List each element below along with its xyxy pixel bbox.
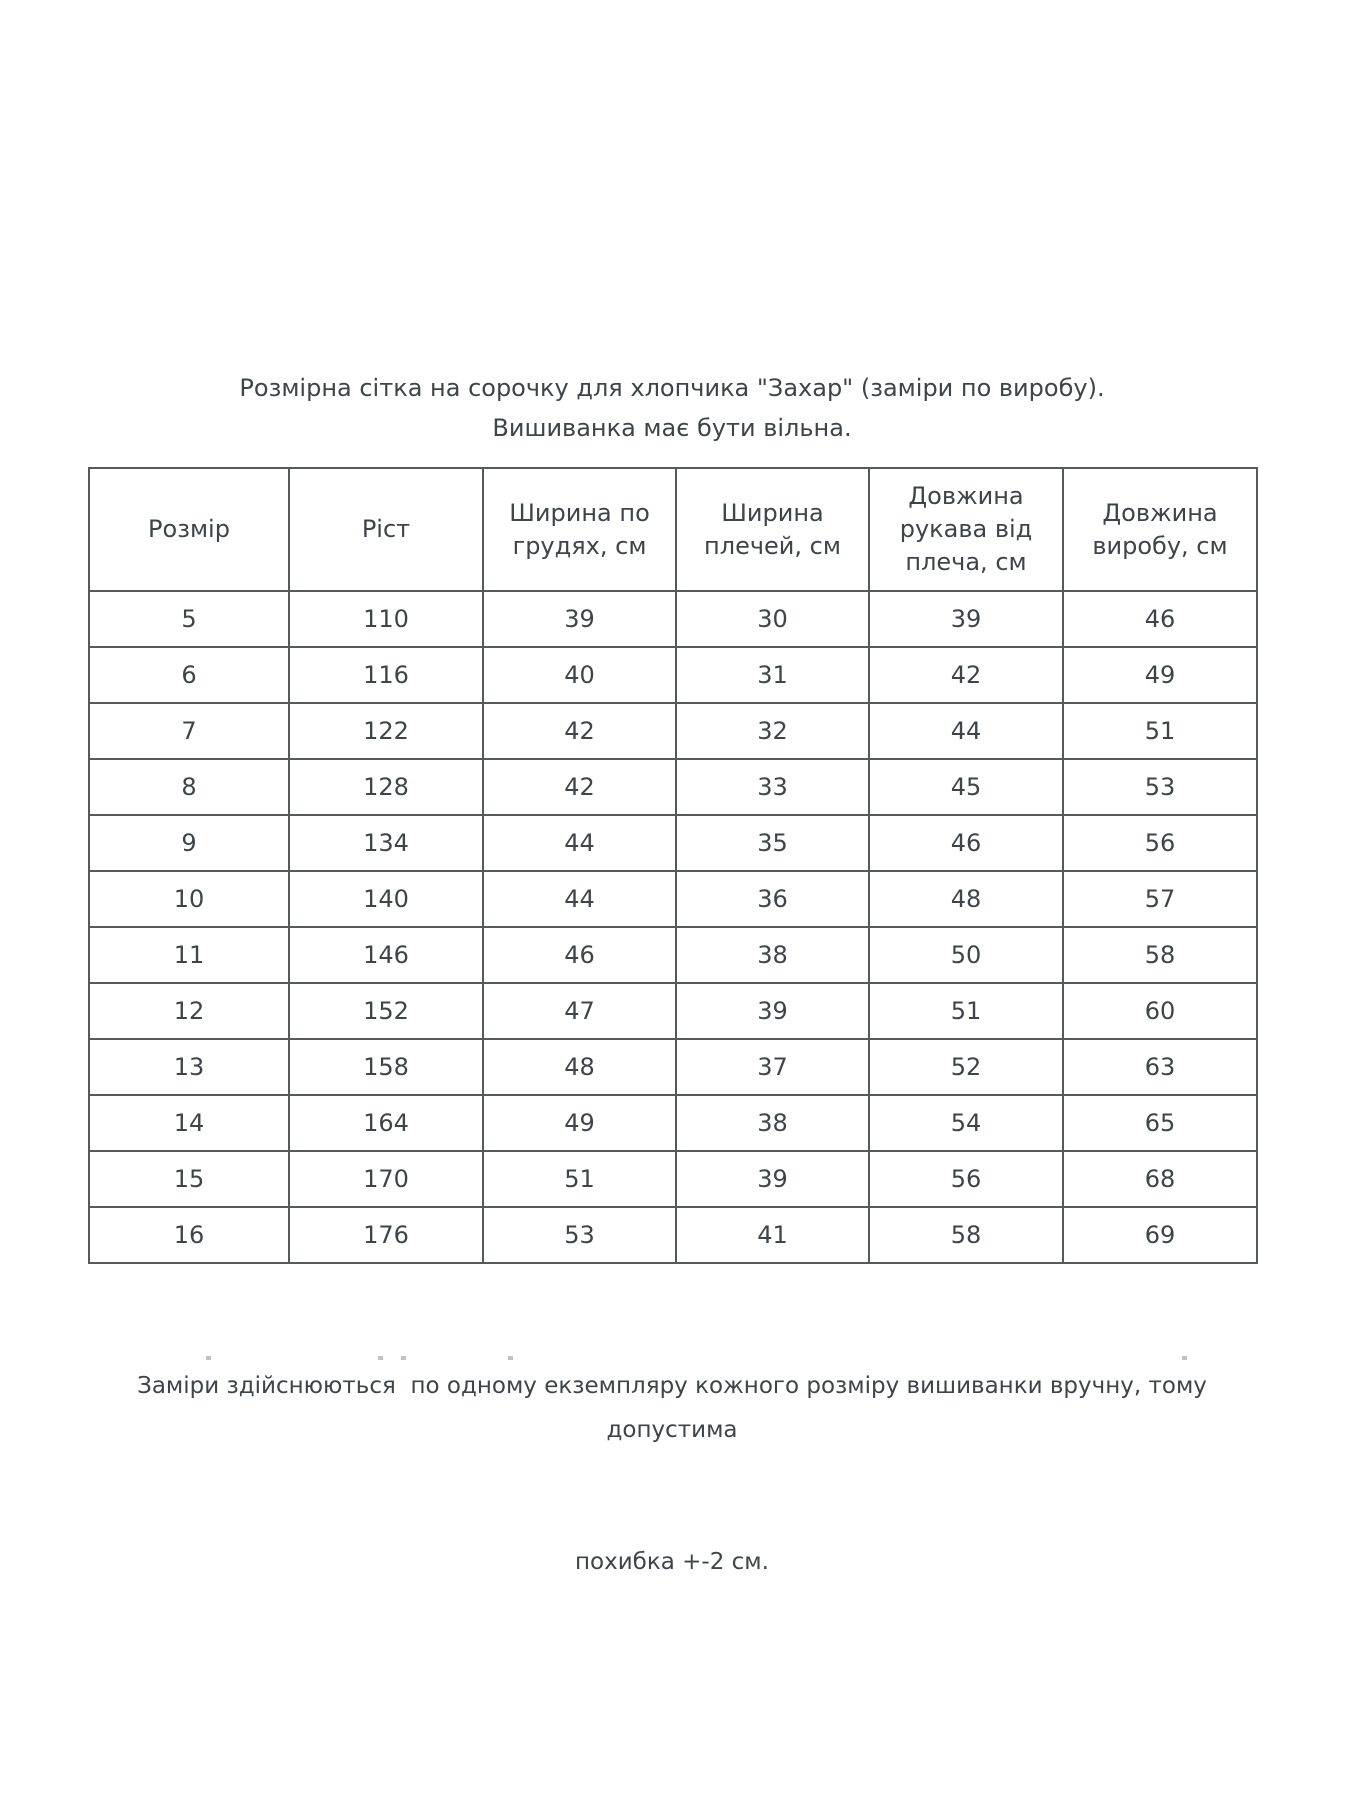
clipped-text-remnant-mark bbox=[378, 1356, 383, 1360]
table-cell: 49 bbox=[483, 1095, 676, 1151]
table-cell: 46 bbox=[483, 927, 676, 983]
column-header-product-length: Довжина виробу, см bbox=[1063, 468, 1257, 591]
column-header-size: Розмір bbox=[89, 468, 289, 591]
table-cell: 16 bbox=[89, 1207, 289, 1263]
table-cell: 134 bbox=[289, 815, 483, 871]
table-cell: 42 bbox=[483, 759, 676, 815]
table-cell: 51 bbox=[869, 983, 1063, 1039]
table-cell: 146 bbox=[289, 927, 483, 983]
table-cell: 36 bbox=[676, 871, 869, 927]
table-cell: 41 bbox=[676, 1207, 869, 1263]
table-cell: 56 bbox=[869, 1151, 1063, 1207]
clipped-text-remnant-mark bbox=[1182, 1356, 1187, 1360]
table-row bbox=[89, 1207, 1257, 1263]
table-cell: 49 bbox=[1063, 647, 1257, 703]
clipped-text-remnant-mark bbox=[206, 1356, 211, 1360]
table-cell: 58 bbox=[1063, 927, 1257, 983]
table-cell: 40 bbox=[483, 647, 676, 703]
size-chart-table bbox=[88, 467, 1258, 1264]
table-cell: 39 bbox=[483, 591, 676, 647]
table-row bbox=[89, 591, 1257, 647]
table-row bbox=[89, 647, 1257, 703]
table-cell: 13 bbox=[89, 1039, 289, 1095]
table-cell: 35 bbox=[676, 815, 869, 871]
table-cell: 53 bbox=[483, 1207, 676, 1263]
table-cell: 39 bbox=[676, 1151, 869, 1207]
table-cell: 11 bbox=[89, 927, 289, 983]
table-cell: 54 bbox=[869, 1095, 1063, 1151]
table-row bbox=[89, 927, 1257, 983]
table-cell: 5 bbox=[89, 591, 289, 647]
table-cell: 68 bbox=[1063, 1151, 1257, 1207]
table-cell: 57 bbox=[1063, 871, 1257, 927]
table-cell: 46 bbox=[1063, 591, 1257, 647]
column-header-shoulder-width: Ширина плечей, см bbox=[676, 468, 869, 591]
table-cell: 10 bbox=[89, 871, 289, 927]
column-header-chest-width: Ширина по грудях, см bbox=[483, 468, 676, 591]
table-row bbox=[89, 1095, 1257, 1151]
table-cell: 50 bbox=[869, 927, 1063, 983]
table-row bbox=[89, 1039, 1257, 1095]
table-cell: 51 bbox=[1063, 703, 1257, 759]
table-cell: 9 bbox=[89, 815, 289, 871]
page-title-line-2: Вишиванка має бути вільна. bbox=[492, 414, 852, 442]
table-cell: 140 bbox=[289, 871, 483, 927]
page-title bbox=[88, 368, 1256, 448]
table-cell: 6 bbox=[89, 647, 289, 703]
table-cell: 39 bbox=[869, 591, 1063, 647]
table-cell: 128 bbox=[289, 759, 483, 815]
table-cell: 38 bbox=[676, 927, 869, 983]
table-cell: 42 bbox=[869, 647, 1063, 703]
page-content bbox=[88, 0, 1256, 1800]
table-cell: 51 bbox=[483, 1151, 676, 1207]
table-row bbox=[89, 703, 1257, 759]
table-cell: 152 bbox=[289, 983, 483, 1039]
table-cell: 44 bbox=[869, 703, 1063, 759]
table-cell: 116 bbox=[289, 647, 483, 703]
table-cell: 122 bbox=[289, 703, 483, 759]
clipped-text-remnant-mark bbox=[401, 1356, 406, 1360]
table-cell: 58 bbox=[869, 1207, 1063, 1263]
table-cell: 30 bbox=[676, 591, 869, 647]
clipped-text-remnant-mark bbox=[508, 1356, 513, 1360]
footer-note bbox=[88, 1276, 1256, 1672]
table-cell: 158 bbox=[289, 1039, 483, 1095]
table-cell: 33 bbox=[676, 759, 869, 815]
table-cell: 44 bbox=[483, 871, 676, 927]
table-cell: 12 bbox=[89, 983, 289, 1039]
table-cell: 7 bbox=[89, 703, 289, 759]
table-cell: 69 bbox=[1063, 1207, 1257, 1263]
table-cell: 48 bbox=[483, 1039, 676, 1095]
table-row bbox=[89, 759, 1257, 815]
table-cell: 39 bbox=[676, 983, 869, 1039]
table-cell: 32 bbox=[676, 703, 869, 759]
footer-note-line-1: Заміри здійснюються по одному екземпляру кожного розміру вишиванки вручну, тому допустима bbox=[137, 1373, 1215, 1443]
table-cell: 31 bbox=[676, 647, 869, 703]
table-row bbox=[89, 1151, 1257, 1207]
table-cell: 53 bbox=[1063, 759, 1257, 815]
table-cell: 63 bbox=[1063, 1039, 1257, 1095]
table-cell: 176 bbox=[289, 1207, 483, 1263]
table-cell: 60 bbox=[1063, 983, 1257, 1039]
table-cell: 164 bbox=[289, 1095, 483, 1151]
table-row bbox=[89, 983, 1257, 1039]
table-cell: 65 bbox=[1063, 1095, 1257, 1151]
table-cell: 46 bbox=[869, 815, 1063, 871]
column-header-sleeve-length: Довжина рукава від плеча, см bbox=[869, 468, 1063, 591]
table-row bbox=[89, 871, 1257, 927]
table-cell: 14 bbox=[89, 1095, 289, 1151]
table-cell: 45 bbox=[869, 759, 1063, 815]
footer-note-line-2: похибка +-2 см. bbox=[575, 1549, 769, 1575]
table-cell: 15 bbox=[89, 1151, 289, 1207]
page-title-line-1: Розмірна сітка на сорочку для хлопчика "Захар" (заміри по виробу). bbox=[239, 374, 1105, 402]
table-cell: 47 bbox=[483, 983, 676, 1039]
column-header-height: Ріст bbox=[289, 468, 483, 591]
table-row bbox=[89, 815, 1257, 871]
table-cell: 42 bbox=[483, 703, 676, 759]
table-header-row bbox=[89, 468, 1257, 591]
table-cell: 38 bbox=[676, 1095, 869, 1151]
table-cell: 52 bbox=[869, 1039, 1063, 1095]
table-cell: 170 bbox=[289, 1151, 483, 1207]
table-body bbox=[89, 591, 1257, 1263]
table-cell: 110 bbox=[289, 591, 483, 647]
table-cell: 37 bbox=[676, 1039, 869, 1095]
table-cell: 44 bbox=[483, 815, 676, 871]
table-cell: 48 bbox=[869, 871, 1063, 927]
table-cell: 8 bbox=[89, 759, 289, 815]
table-cell: 56 bbox=[1063, 815, 1257, 871]
